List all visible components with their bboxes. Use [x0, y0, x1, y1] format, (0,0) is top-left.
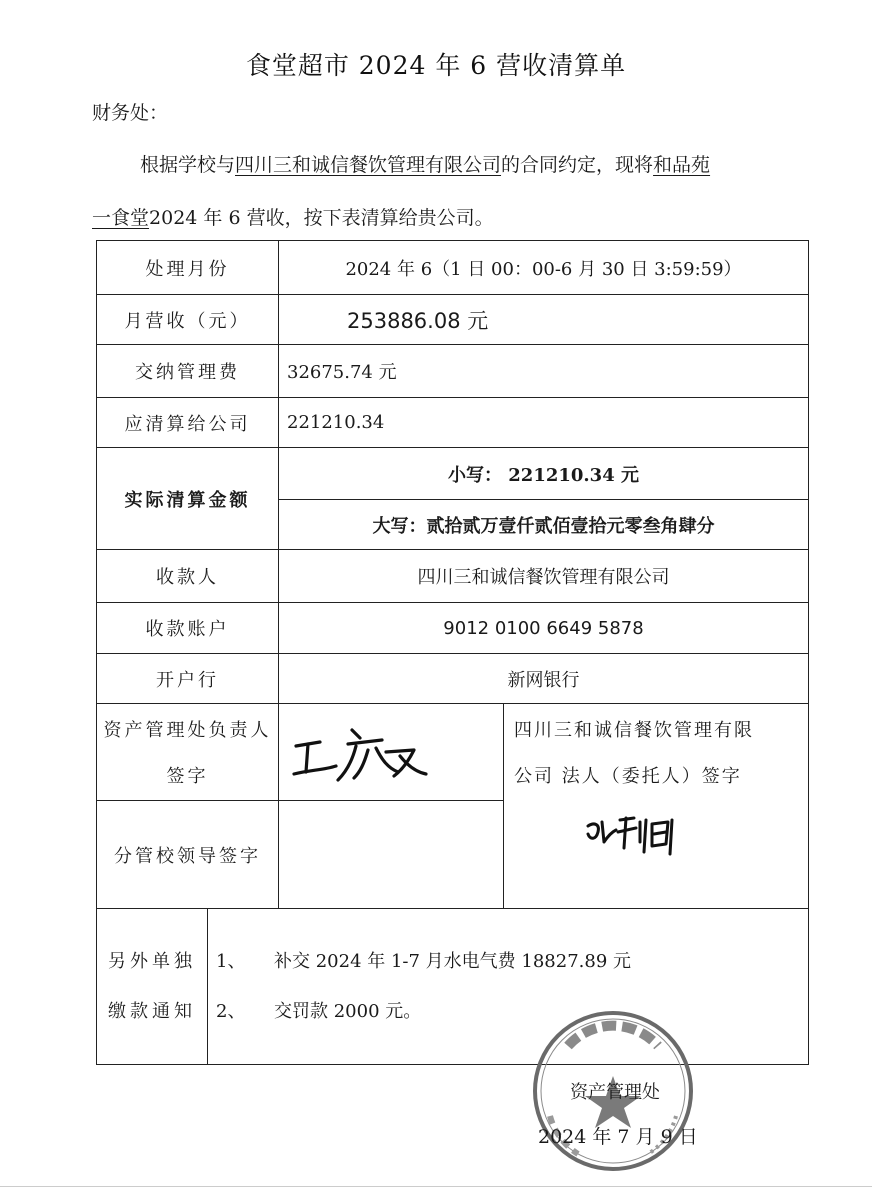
settle-amount-value: 221210.34 — [279, 398, 809, 448]
notice-item — [216, 987, 808, 1037]
handwritten-signature-company — [584, 812, 680, 860]
actual-amount-small: 小写： 221210.34 元 — [279, 448, 809, 500]
payee-label: 收款人 — [97, 550, 279, 603]
company-sign-cell — [504, 704, 809, 909]
place-name-underlined: 一食堂 — [92, 207, 150, 229]
company-sign-label-2: 公司 法人（委托人）签字 — [514, 766, 742, 787]
page-edge-divider — [0, 1186, 872, 1187]
paragraph-text: 2024 年 6 营收，按下表清算给贵公司。 — [149, 207, 494, 229]
management-fee-label: 交纳管理费 — [97, 345, 279, 398]
footer-date: 2024 年 7 月 9 日 — [538, 1126, 698, 1148]
place-name-underlined: 和品苑 — [653, 154, 711, 176]
notice-label — [97, 909, 208, 1065]
table-row — [97, 398, 809, 448]
paragraph-line-2 — [92, 203, 494, 230]
salutation: 财务处： — [92, 102, 169, 124]
leader-sign-label: 分管校领导签字 — [97, 801, 279, 909]
notice-number: 1、 — [216, 950, 246, 972]
notice-label-line: 另外单独 — [108, 950, 196, 972]
settlement-table — [96, 240, 809, 1065]
notice-number: 2、 — [216, 1000, 246, 1022]
table-row — [97, 704, 809, 801]
settle-amount-label: 应清算给公司 — [97, 398, 279, 448]
table-row — [97, 603, 809, 654]
account-label: 收款账户 — [97, 603, 279, 654]
actual-amount-label: 实际清算金额 — [97, 448, 279, 550]
period-value: 2024 年 6（1 日 00：00-6 月 30 日 3:59:59） — [279, 241, 809, 295]
notice-text: 交罚款 2000 元。 — [274, 1000, 422, 1022]
table-row — [97, 241, 809, 295]
notice-content — [208, 909, 809, 1065]
bank-label: 开户行 — [97, 654, 279, 704]
handwritten-signature-asset — [290, 726, 430, 790]
bank-value: 新网银行 — [279, 654, 809, 704]
table-row — [97, 345, 809, 398]
management-fee-value: 32675.74 元 — [279, 345, 809, 398]
table-row — [97, 295, 809, 345]
notice-text: 补交 2024 年 1-7 月水电气费 18827.89 元 — [274, 950, 632, 972]
actual-amount-big: 大写：贰拾贰万壹仟贰佰壹拾元零叁角肆分 — [279, 500, 809, 550]
paragraph-text: 的合同约定，现将 — [501, 154, 654, 176]
leader-sign-box — [279, 801, 504, 909]
footer-department: 资产管理处 — [570, 1082, 660, 1103]
table-row — [97, 909, 809, 1065]
paragraph-line-1 — [140, 150, 710, 177]
table-row — [97, 550, 809, 603]
table-row — [97, 654, 809, 704]
company-name-underlined: 四川三和诚信餐饮管理有限公司 — [235, 154, 502, 176]
account-value: 9012 0100 6649 5878 — [279, 603, 809, 654]
notice-label-line: 缴款通知 — [108, 1000, 196, 1022]
table-row — [97, 448, 809, 500]
period-label: 处理月份 — [97, 241, 279, 295]
document-title: 食堂超市 2024 年 6 营收清算单 — [245, 51, 627, 80]
payee-value: 四川三和诚信餐饮管理有限公司 — [279, 550, 809, 603]
company-sign-label-1: 四川三和诚信餐饮管理有限 — [514, 720, 754, 741]
revenue-label: 月营收（元） — [97, 295, 279, 345]
notice-item — [216, 937, 808, 987]
paragraph-text: 根据学校与 — [140, 154, 236, 176]
asset-sign-label: 资产管理处负责人签字 — [97, 704, 279, 801]
revenue-value: 253886.08 元 — [279, 295, 809, 345]
